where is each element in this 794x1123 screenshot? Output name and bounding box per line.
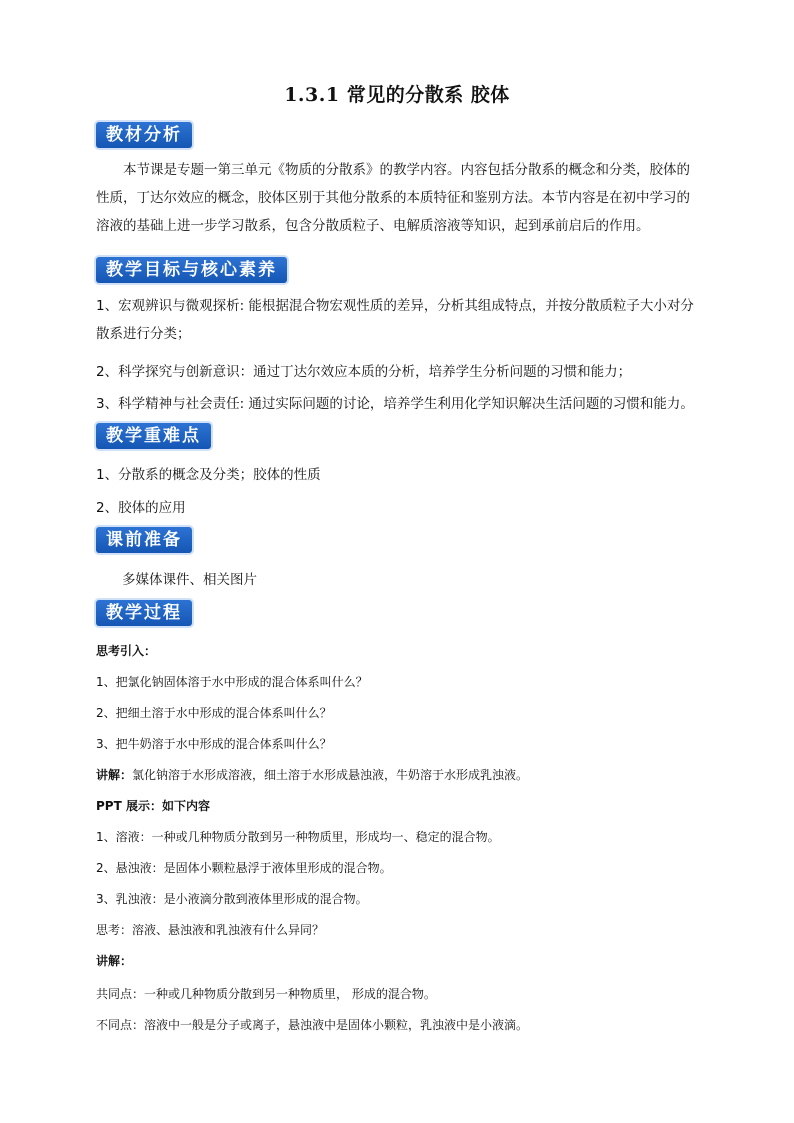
key-point-1: 1、分散系的概念及分类；胶体的性质 [96,467,321,483]
common-point: 共同点：一种或几种物质分散到另一种物质里， 形成的混合物。 [96,987,436,1001]
question-1: 1、把氯化钠固体溶于水中形成的混合体系叫什么？ [96,675,368,689]
ppt-item-3: 3、乳浊液：是小液滴分散到液体里形成的混合物。 [96,892,368,906]
explain-line-1 [96,766,528,783]
explain-label-2: 讲解： [96,954,133,968]
goal-item-1: 1、宏观辨识与微观探析: 能根据混合物宏观性质的差异，分析其组成特点，并按分散质粒子大小对分散系进行分类； [96,298,694,342]
ppt-label: PPT 展示：如下内容 [96,799,210,813]
key-point-2: 2、胶体的应用 [96,500,186,516]
ppt-item-2: 2、悬浊液：是固体小颗粒悬浮于液体里形成的混合物。 [96,861,392,875]
question-2: 2、把细土溶于水中形成的混合体系叫什么？ [96,706,332,720]
explain-text: 氯化钠溶于水形成溶液，细土溶于水形成悬浊液，牛奶溶于水形成乳浊液。 [132,768,529,782]
explain-label: 讲解： [96,768,133,782]
page-title: 1.3.1 常见的分散系 胶体 [284,84,510,106]
goal-item-3: 3、科学精神与社会责任: 通过实际问题的讨论，培养学生利用化学知识解决生活问题的习惯和能力。 [96,396,694,412]
section-heading-analysis: 教材分析 [96,122,192,148]
section-heading-key-points: 教学重难点 [96,423,211,449]
analysis-paragraph: 本节课是专题一第三单元《物质的分散系》的教学内容。内容包括分散系的概念和分类，胶体的性质，丁达尔效应的概念，胶体区别于其他分散系的本质特征和鉴别方法。本节内容是在初中学习的溶液的基础上进一步学习散系，包含分散质粒子、电解质溶液等知识，起到承前启后的作用。 [96,162,690,234]
question-3: 3、把牛奶溶于水中形成的混合体系叫什么？ [96,737,332,751]
intro-label: 思考引入： [96,644,157,658]
think-question: 思考：溶液、悬浊液和乳浊液有什么异同？ [96,923,325,937]
goal-item-2: 2、科学探究与创新意识：通过丁达尔效应本质的分析，培养学生分析问题的习惯和能力； [96,364,632,380]
section-heading-goals: 教学目标与核心素养 [96,257,287,283]
preparation-text: 多媒体课件、相关图片 [122,572,257,588]
ppt-item-1: 1、溶液：一种或几种物质分散到另一种物质里，形成均一、稳定的混合物。 [96,830,500,844]
section-heading-preparation: 课前准备 [96,527,192,553]
difference-point: 不同点：溶液中一般是分子或离子，悬浊液中是固体小颗粒，乳浊液中是小液滴。 [96,1018,529,1032]
section-heading-process: 教学过程 [96,600,192,626]
